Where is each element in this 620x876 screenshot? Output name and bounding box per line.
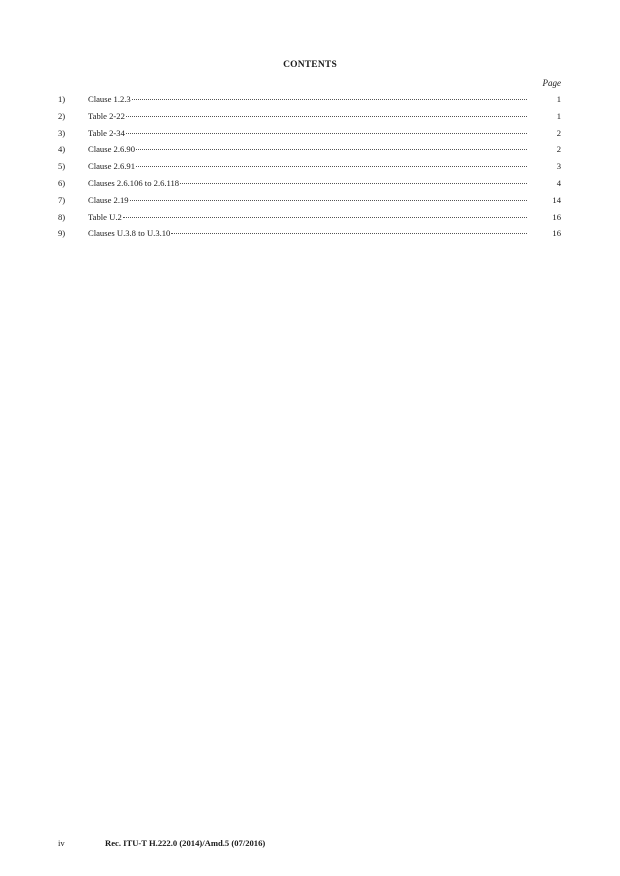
toc-entry-label[interactable]: Table U.2 [88,211,122,222]
toc-entry[interactable] [58,212,561,229]
toc-entry[interactable] [58,195,561,212]
footer-document-reference: Rec. ITU-T H.222.0 (2014)/Amd.5 (07/2016) [105,838,266,848]
toc-entry-label[interactable]: Table 2-22 [88,110,125,121]
toc-entry-page[interactable]: 16 [552,211,561,222]
toc-entry[interactable] [58,94,561,111]
toc-entry-number: 7) [58,194,66,205]
toc-entry-label[interactable]: Clause 2.19 [88,194,129,205]
toc-entry-number: 6) [58,177,66,188]
toc-dot-leader [126,116,527,117]
toc-dot-leader [136,166,527,167]
toc-entry[interactable] [58,178,561,195]
toc-entry-page[interactable]: 1 [556,110,561,121]
toc-entry-label[interactable]: Clause 1.2.3 [88,94,131,104]
page-footer [58,838,265,848]
toc-entry[interactable] [58,111,561,128]
toc-entry-page[interactable]: 3 [556,161,561,172]
contents-title: CONTENTS [283,60,337,70]
toc-dot-leader [132,99,527,100]
footer-page-number: iv [58,838,65,848]
toc-entry-page[interactable]: 14 [552,194,561,205]
toc-entry-number: 9) [58,228,66,239]
toc-entry[interactable] [58,161,561,178]
toc-dot-leader [180,183,527,184]
toc-dot-leader [130,200,527,201]
toc-dot-leader [171,233,527,234]
page-column-heading: Page [542,78,561,88]
toc-entry-page[interactable]: 16 [552,228,561,239]
toc-entry-number: 8) [58,211,66,222]
toc-entry-page[interactable]: 4 [556,177,561,188]
toc-entry-number: 3) [58,127,66,138]
toc-entry-page[interactable]: 2 [556,127,561,138]
toc-entry[interactable] [58,144,561,161]
toc-entry[interactable] [58,228,561,245]
toc-entry-number: 2) [58,110,66,121]
table-of-contents [58,94,561,245]
toc-entry-label[interactable]: Clause 2.6.90 [88,144,136,155]
toc-dot-leader [136,149,527,150]
toc-entry-label[interactable]: Table 2-34 [88,127,125,138]
toc-entry-number: 4) [58,144,66,155]
toc-entry-label[interactable]: Clauses U.3.8 to U.3.10 [88,228,171,239]
toc-entry-number: 1) [58,94,66,104]
toc-entry-number: 5) [58,161,66,172]
toc-entry-label[interactable]: Clause 2.6.91 [88,161,136,172]
toc-entry-label[interactable]: Clauses 2.6.106 to 2.6.118 [88,177,180,188]
toc-dot-leader [126,133,527,134]
toc-dot-leader [123,217,527,218]
toc-entry-page[interactable]: 2 [556,144,561,155]
toc-entry-page[interactable]: 1 [556,94,561,104]
toc-entry[interactable] [58,128,561,145]
